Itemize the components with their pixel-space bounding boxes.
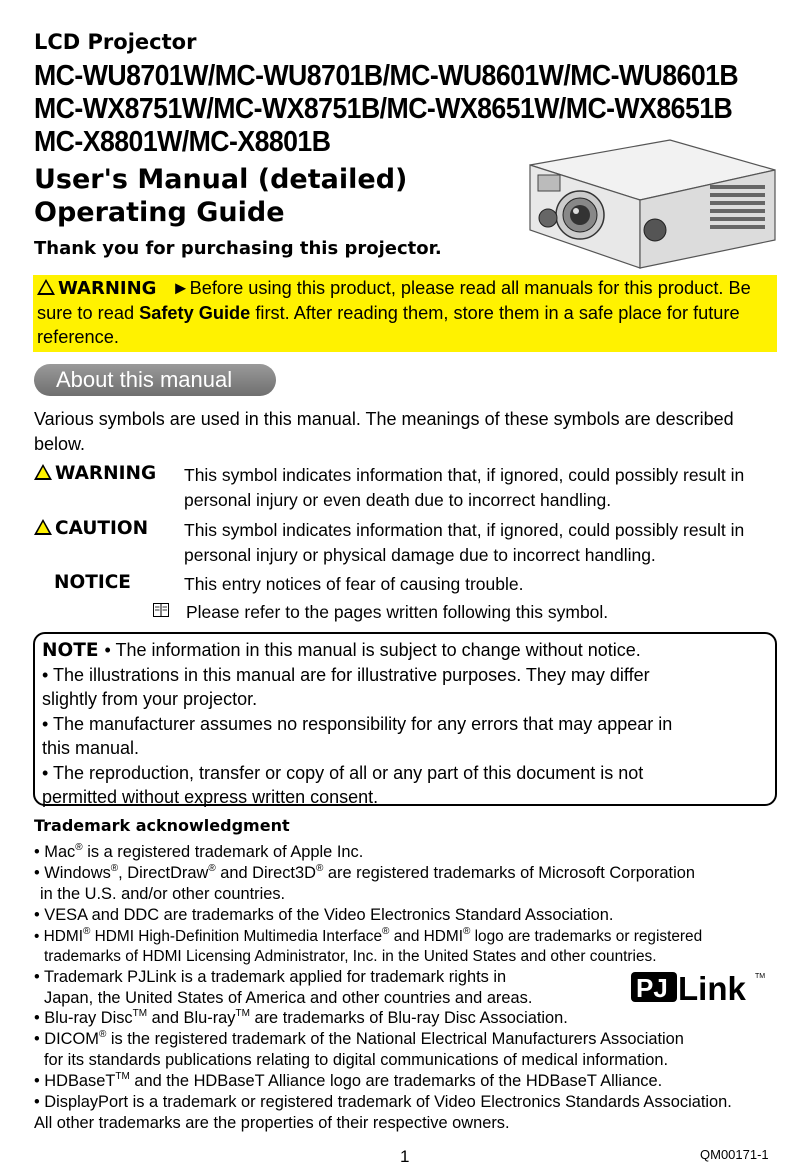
warning-text: [37, 276, 771, 349]
section-title: About this manual: [56, 367, 233, 392]
model-list-line-2: MC-WX8751W/MC-WX8751B/MC-WX8651W/MC-WX8651B: [34, 93, 733, 125]
trademark-hdbaset: • HDBaseT™ and the HDBaseT Alliance logo are trademarks of the HDBaseT Alliance.: [34, 1071, 663, 1090]
projector-illustration: [520, 130, 780, 280]
document-code: QM00171-1: [700, 1147, 769, 1162]
trademark-bluray: • Blu-ray Disc™ and Blu-ray™ are trademarks of Blu-ray Disc Association.: [34, 1008, 568, 1027]
page-number: 1: [400, 1147, 410, 1166]
trademark-heading: Trademark acknowledgment: [34, 816, 290, 835]
trademark-vesa: • VESA and DDC are trademarks of the Video Electronics Standard Association.: [34, 906, 614, 924]
section-heading: [34, 364, 276, 396]
warning-triangle-icon: !: [37, 279, 55, 295]
symbol-description: Please refer to the pages written following this symbol.: [186, 602, 609, 622]
svg-text:Link: Link: [678, 970, 746, 1006]
warning-triangle-icon: !: [34, 464, 52, 480]
svg-text:TM: TM: [755, 973, 766, 980]
thank-you-text: Thank you for purchasing this projector.: [34, 238, 442, 259]
manual-subtitle: Operating Guide: [34, 197, 285, 228]
model-list-line-3: MC-X8801W/MC-X8801B: [34, 126, 331, 158]
symbol-label: WARNING: [55, 463, 157, 484]
manual-title: User's Manual (detailed): [34, 164, 408, 195]
book-icon: [153, 603, 169, 617]
note-line: • The manufacturer assumes no responsibility for any errors that may appear in: [42, 714, 673, 734]
arrow-icon: ►: [171, 278, 190, 298]
model-list-line-1: MC-WU8701W/MC-WU8701B/MC-WU8601W/MC-WU8601B: [34, 60, 739, 92]
note-line: • The information in this manual is subject to change without notice.: [104, 640, 641, 660]
safety-guide-reference: Safety Guide: [139, 303, 251, 323]
note-line: permitted without express written consent.: [42, 787, 379, 807]
note-line: slightly from your projector.: [42, 689, 258, 709]
section-intro: Various symbols are used in this manual. The meanings of these symbols are described below.: [34, 409, 734, 454]
symbol-description: This symbol indicates information that, if ignored, could possibly result in personal injury or physical damage due to incorrect handling.: [184, 520, 745, 565]
note-line: • The illustrations in this manual are for illustrative purposes. They may differ: [42, 665, 650, 685]
note-line: this manual.: [42, 738, 140, 758]
trademark-hdmi-cont: trademarks of HDMI Licensing Administrator, Inc. in the United States and other countries.: [44, 948, 657, 965]
symbol-label: CAUTION: [55, 518, 149, 539]
warning-text-part: first. After reading them, store them in a safe place for future reference.: [37, 303, 740, 347]
warning-box: [33, 275, 777, 352]
note-label: NOTE: [42, 640, 99, 661]
trademark-other: All other trademarks are the properties of their respective owners.: [34, 1114, 510, 1132]
trademark-mac: • Mac® is a registered trademark of Apple Inc.: [34, 842, 364, 861]
trademark-windows: • Windows®, DirectDraw® and Direct3D® are registered trademarks of Microsoft Corporation: [34, 863, 695, 882]
trademark-windows-cont: in the U.S. and/or other countries.: [40, 885, 286, 903]
warning-text-part: Before using this product, please read all manuals for this product. Be sure to read: [37, 278, 751, 323]
caution-triangle-icon: !: [34, 519, 52, 535]
symbol-description: This entry notices of fear of causing trouble.: [184, 574, 524, 594]
pjlink-logo: [631, 968, 771, 1006]
svg-text:PJ: PJ: [636, 973, 668, 1003]
warning-label: WARNING: [58, 278, 157, 299]
symbol-label: NOTICE: [54, 572, 131, 593]
trademark-pjlink-cont: Japan, the United States of America and other countries and areas.: [44, 989, 533, 1007]
symbol-description: This symbol indicates information that, if ignored, could possibly result in personal injury or even death due to incorrect handling.: [184, 465, 745, 510]
note-box: [33, 632, 777, 806]
trademark-dicom-cont: for its standards publications relating to digital communications of medical information.: [44, 1051, 669, 1069]
trademark-dicom: • DICOM® is the registered trademark of the National Electrical Manufacturers Association: [34, 1029, 684, 1048]
trademark-pjlink: • Trademark PJLink is a trademark applied for trademark rights in: [34, 968, 507, 986]
document-subtitle: LCD Projector: [34, 30, 197, 54]
note-line: • The reproduction, transfer or copy of all or any part of this document is not: [42, 763, 644, 783]
trademark-displayport: • DisplayPort is a trademark or registered trademark of Video Electronics Standards Association.: [34, 1093, 732, 1111]
trademark-hdmi: • HDMI® HDMI High-Definition Multimedia Interface® and HDMI® logo are trademarks or registered: [34, 926, 703, 945]
